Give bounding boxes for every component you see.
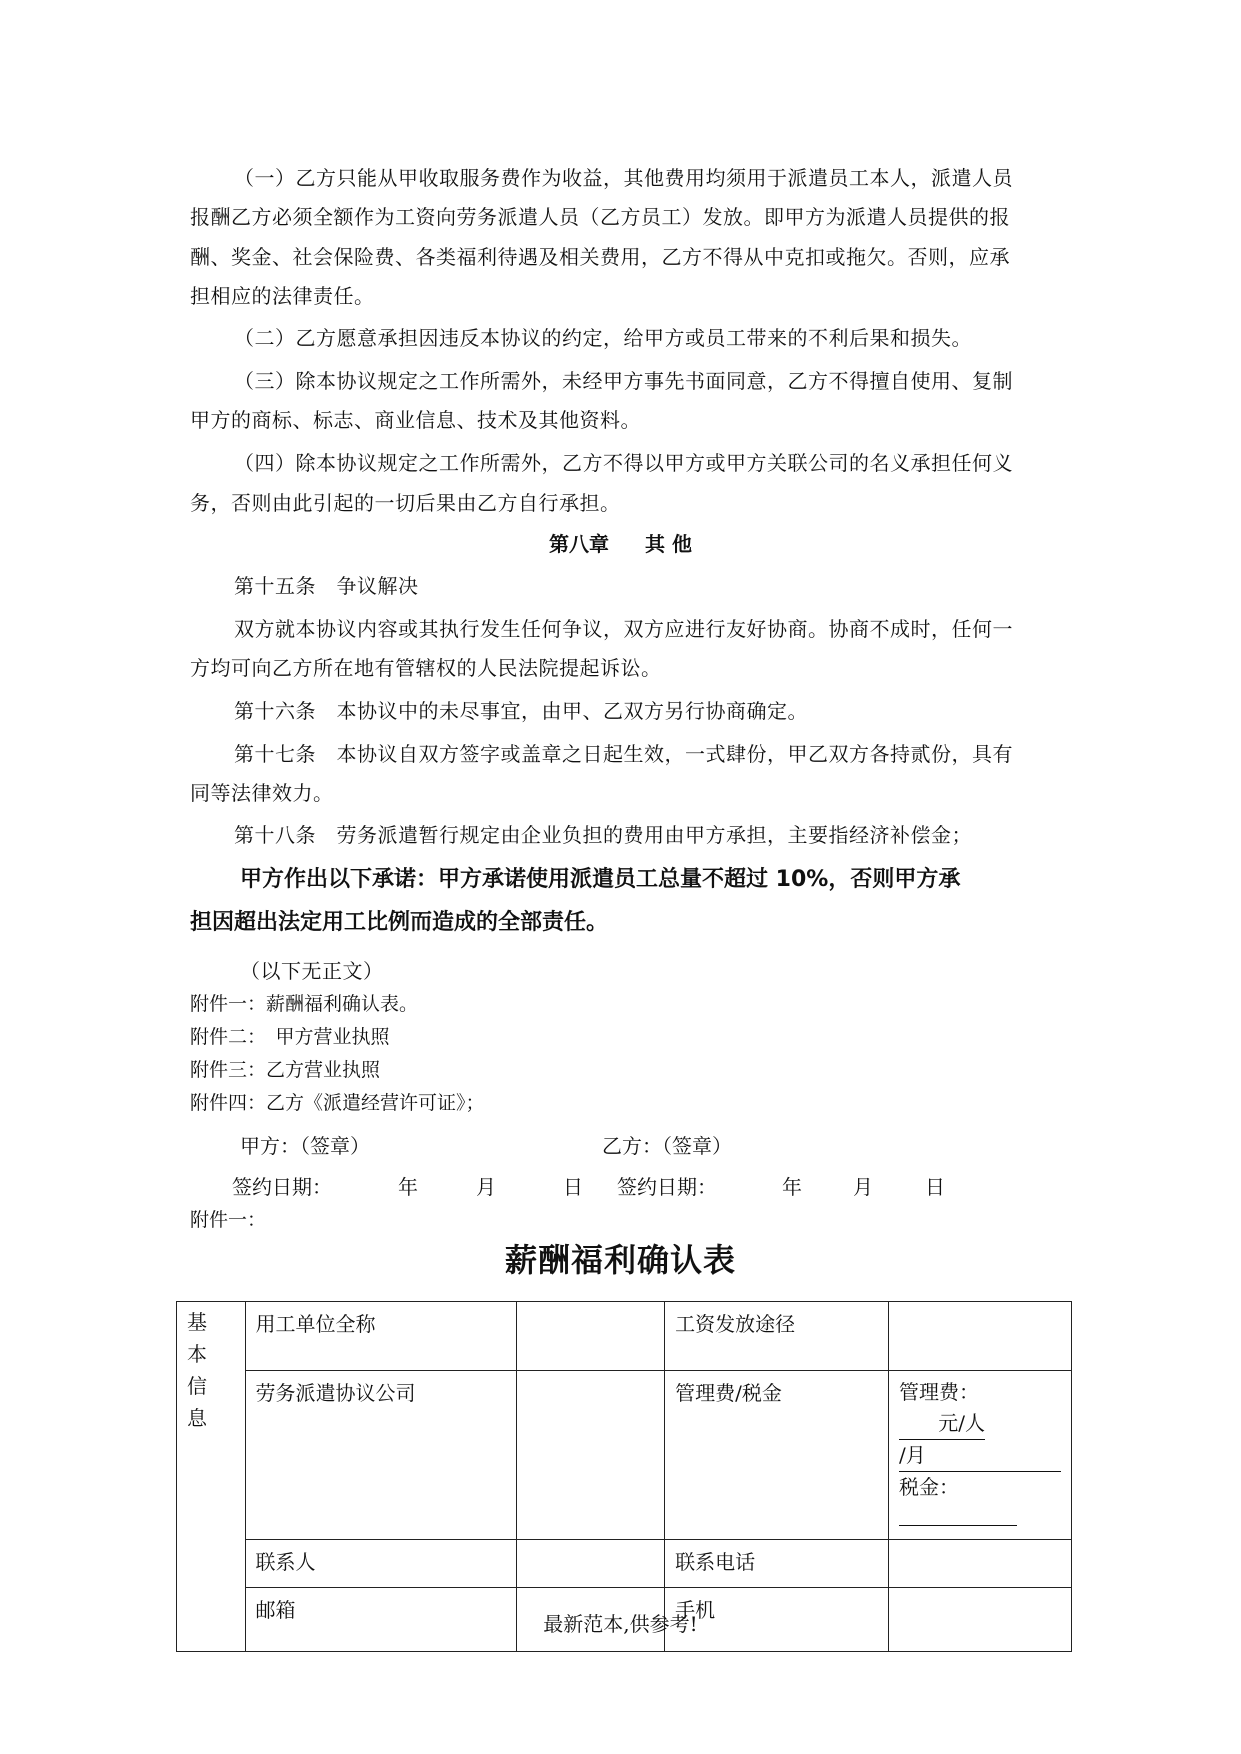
party-a-signature: 甲方：（签章） bbox=[240, 1134, 370, 1158]
email-label: 邮箱 bbox=[245, 1588, 517, 1652]
chapter-heading bbox=[0, 528, 1241, 560]
contact-phone-label: 联系电话 bbox=[665, 1540, 889, 1588]
attachment-item-4: 附件四：乙方《派遣经营许可证》； bbox=[190, 1092, 485, 1114]
clause-1-line-3: 酬、奖金、社会保险费、各类福利待遇及相关费用，乙方不得从中克扣或拖欠。否则，应承 bbox=[190, 245, 1010, 269]
fee-tax-value[interactable] bbox=[888, 1371, 1071, 1540]
clause-3-line-1: （三）除本协议规定之工作所需外，未经甲方事先书面同意，乙方不得擅自使用、复制 bbox=[234, 369, 1013, 393]
party-a-day: 日 bbox=[563, 1175, 583, 1199]
management-fee-unit: 元/人 bbox=[899, 1408, 985, 1440]
side-char-1: 基 bbox=[187, 1310, 207, 1334]
article-16: 第十六条 本协议中的未尽事宜，由甲、乙双方另行协商确定。 bbox=[234, 699, 808, 723]
management-fee-label: 管理费： bbox=[898, 1380, 979, 1404]
party-b-day: 日 bbox=[925, 1175, 945, 1199]
article-17-line-1: 第十七条 本协议自双方签字或盖章之日起生效，一式肆份，甲乙双方各持贰份，具有 bbox=[234, 742, 1013, 766]
tax-label: 税金： bbox=[898, 1475, 959, 1499]
table-title: 薪酬福利确认表 bbox=[504, 1241, 736, 1279]
chapter-number: 第八章 bbox=[549, 532, 610, 556]
attachment-one-label: 附件一： bbox=[190, 1209, 267, 1231]
commitment-line-1: 甲方作出以下承诺：甲方承诺使用派遣员工总量不超过 10%，否则甲方承 bbox=[240, 867, 961, 892]
contact-phone-value[interactable] bbox=[888, 1540, 1071, 1588]
article-15-title: 第十五条 争议解决 bbox=[234, 574, 419, 598]
clause-2: （二）乙方愿意承担因违反本协议的约定，给甲方或员工带来的不利后果和损失。 bbox=[234, 326, 972, 350]
commitment-line-2: 担因超出法定用工比例而造成的全部责任。 bbox=[190, 910, 609, 935]
clause-4-line-2: 务，否则由此引起的一切后果由乙方自行承担。 bbox=[190, 491, 621, 515]
attachment-item-2: 附件二： 甲方营业执照 bbox=[190, 1026, 390, 1048]
party-b-year: 年 bbox=[782, 1175, 802, 1199]
party-a-month: 月 bbox=[476, 1175, 496, 1199]
side-char-2: 本 bbox=[187, 1342, 207, 1366]
page-footer: 最新范本,供参考! bbox=[543, 1612, 698, 1636]
salary-method-label: 工资发放途径 bbox=[665, 1302, 889, 1371]
dispatch-company-value[interactable] bbox=[517, 1371, 665, 1540]
tax-blank[interactable] bbox=[899, 1503, 1017, 1526]
contact-value[interactable] bbox=[517, 1540, 665, 1588]
article-15-line-2: 方均可向乙方所在地有管辖权的人民法院提起诉讼。 bbox=[190, 656, 662, 680]
no-further-text: （以下无正文） bbox=[240, 959, 384, 983]
contact-label: 联系人 bbox=[245, 1540, 517, 1588]
employer-name-value[interactable] bbox=[517, 1302, 665, 1371]
article-18: 第十八条 劳务派遣暂行规定由企业负担的费用由甲方承担，主要指经济补偿金； bbox=[234, 823, 972, 847]
attachment-item-3: 附件三：乙方营业执照 bbox=[190, 1059, 381, 1081]
side-char-4: 息 bbox=[187, 1406, 207, 1430]
dispatch-company-label: 劳务派遣协议公司 bbox=[245, 1371, 517, 1540]
fee-tax-label: 管理费/税金 bbox=[665, 1371, 889, 1540]
basic-info-side-label bbox=[177, 1302, 246, 1652]
article-15-line-1: 双方就本协议内容或其执行发生任何争议，双方应进行友好协商。协商不成时，任何一 bbox=[234, 617, 1013, 641]
clause-4-line-1: （四）除本协议规定之工作所需外，乙方不得以甲方或甲方关联公司的名义承担任何义 bbox=[234, 451, 1013, 475]
chapter-name: 其 他 bbox=[645, 532, 692, 556]
employer-name-label: 用工单位全称 bbox=[245, 1302, 517, 1371]
salary-method-value[interactable] bbox=[888, 1302, 1071, 1371]
party-b-signature: 乙方：（签章） bbox=[602, 1134, 732, 1158]
management-fee-month: /月 bbox=[899, 1440, 1061, 1472]
clause-1-line-2: 报酬乙方必须全额作为工资向劳务派遣人员（乙方员工）发放。即甲方为派遣人员提供的报 bbox=[190, 205, 1010, 229]
clause-1-line-4: 担相应的法律责任。 bbox=[190, 284, 375, 308]
clause-3-line-2: 甲方的商标、标志、商业信息、技术及其他资料。 bbox=[190, 408, 641, 432]
party-a-year: 年 bbox=[398, 1175, 418, 1199]
article-17-line-2: 同等法律效力。 bbox=[190, 781, 334, 805]
side-char-3: 信 bbox=[187, 1374, 207, 1398]
mobile-label: 手机 bbox=[665, 1588, 889, 1652]
party-a-date-label: 签约日期： bbox=[232, 1175, 332, 1199]
party-b-month: 月 bbox=[853, 1175, 873, 1199]
clause-1-line-1: （一）乙方只能从甲收取服务费作为收益，其他费用均须用于派遣员工本人，派遣人员 bbox=[234, 166, 1013, 190]
attachment-item-1: 附件一：薪酬福利确认表。 bbox=[190, 993, 419, 1015]
party-b-date-label: 签约日期： bbox=[617, 1175, 717, 1199]
salary-welfare-table bbox=[176, 1301, 1072, 1652]
